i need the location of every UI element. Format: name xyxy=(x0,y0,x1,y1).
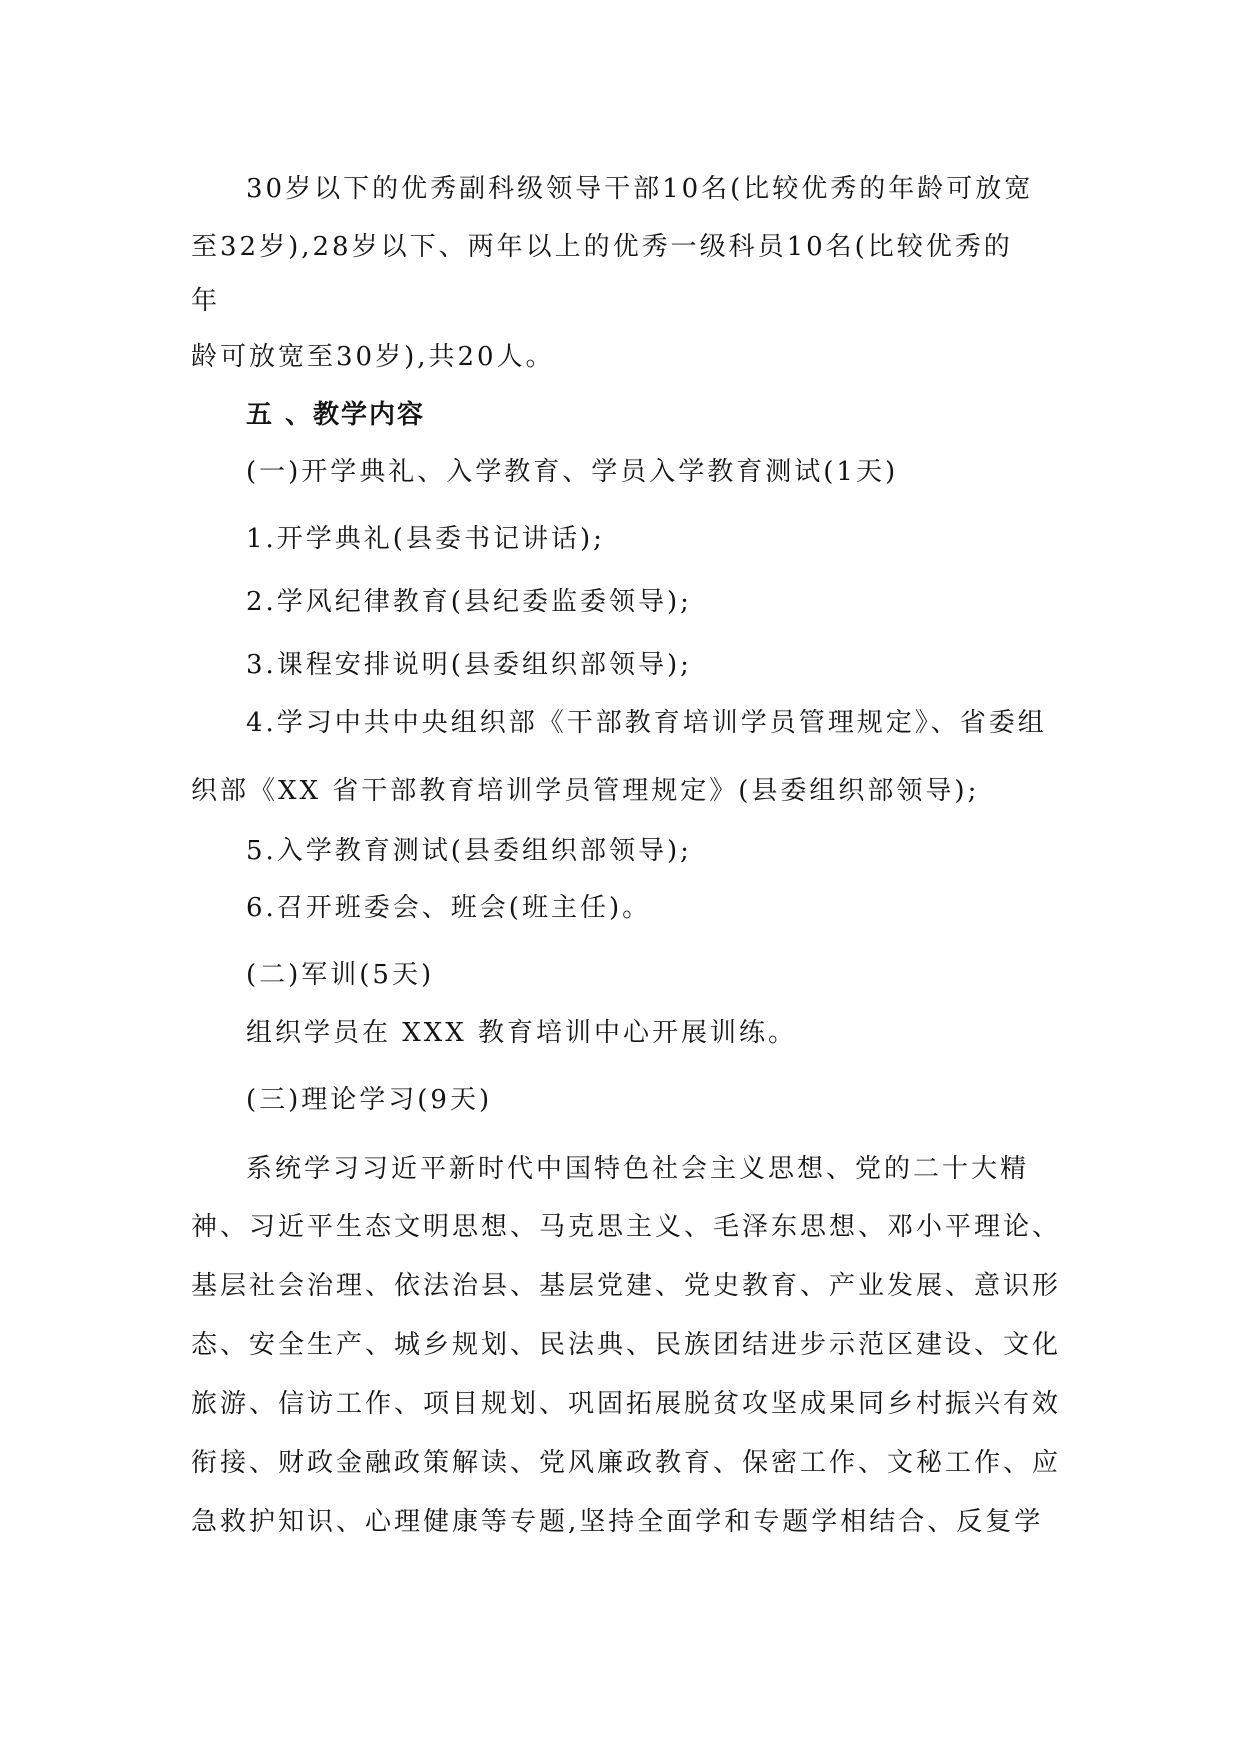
paragraph-line: 基层社会治理、依法治县、基层党建、党史教育、产业发展、意识形 xyxy=(191,1271,1062,1301)
list-item: 5.入学教育测试(县委组织部领导); xyxy=(246,836,692,866)
subsection-3-title: (三)理论学习(9天) xyxy=(246,1085,493,1115)
list-item: 3.课程安排说明(县委组织部领导); xyxy=(246,650,692,680)
intro-line-2: 至32岁),28岁以下、两年以上的优秀一级科员10名(比较优秀的 xyxy=(191,232,1013,262)
subsection-2-title: (二)军训(5天) xyxy=(246,960,435,990)
paragraph-line: 系统学习习近平新时代中国特色社会主义思想、党的二十大精 xyxy=(246,1154,1030,1184)
subsection-2-body: 组织学员在 XXX 教育培训中心开展训练。 xyxy=(246,1018,798,1048)
intro-line-1: 30岁以下的优秀副科级领导干部10名(比较优秀的年龄可放宽 xyxy=(246,174,1034,204)
section-heading: 五 、教学内容 xyxy=(246,400,426,430)
paragraph-line: 神、习近平生态文明思想、马克思主义、毛泽东思想、邓小平理论、 xyxy=(191,1212,1062,1242)
list-item-continuation: 织部《XX 省干部教育培训学员管理规定》(县委组织部领导); xyxy=(191,776,980,806)
intro-line-3: 年 xyxy=(191,286,221,316)
paragraph-line: 衔接、财政金融政策解读、党风廉政教育、保密工作、文秘工作、应 xyxy=(191,1448,1062,1478)
list-item: 1.开学典礼(县委书记讲话); xyxy=(246,524,605,554)
paragraph-line: 态、安全生产、城乡规划、民法典、民族团结进步示范区建设、文化 xyxy=(191,1330,1062,1360)
list-item: 4.学习中共中央组织部《干部教育培训学员管理规定》、省委组 xyxy=(246,708,1047,738)
subsection-1-title: (一)开学典礼、入学教育、学员入学教育测试(1天) xyxy=(246,457,899,487)
intro-line-4: 龄可放宽至30岁),共20人。 xyxy=(191,342,555,372)
list-item: 2.学风纪律教育(县纪委监委领导); xyxy=(246,587,692,617)
list-item: 6.召开班委会、班会(班主任)。 xyxy=(246,893,652,923)
paragraph-line: 旅游、信访工作、项目规划、巩固拓展脱贫攻坚成果同乡村振兴有效 xyxy=(191,1389,1062,1419)
paragraph-line: 急救护知识、心理健康等专题,坚持全面学和专题学相结合、反复学 xyxy=(191,1507,1044,1537)
